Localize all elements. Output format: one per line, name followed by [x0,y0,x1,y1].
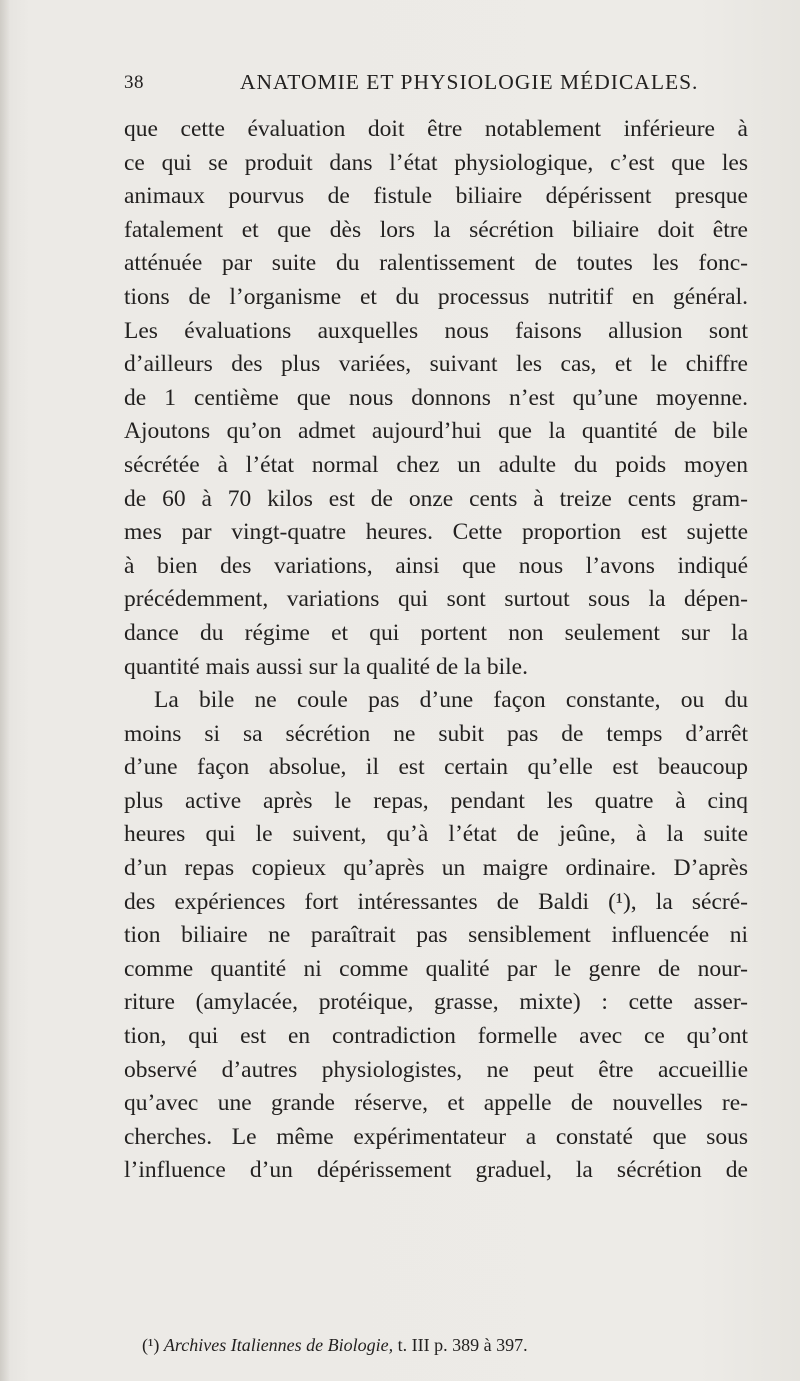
text-line: tions de l’organisme et du processus nutritif en général. [124,283,748,310]
text-line-paragraph-start: La bile ne coule pas d’une façon constante, ou du [154,687,748,714]
text-line: plus active après le repas, pendant les quatre à cinq [124,787,748,814]
footnote-mark: (¹) [142,1335,160,1355]
text-line: de 1 centième que nous donnons n’est qu’une moyenne. [124,384,748,411]
text-line: riture (amylacée, protéique, grasse, mixte) : cette asser- [124,989,748,1016]
footnote-source: Archives Italiennes de Biologie, [163,1335,394,1355]
text-line: fatalement et que dès lors la sécrétion biliaire doit être [124,216,748,243]
binding-edge-shadow [0,0,10,1381]
text-line: des expériences fort intéressantes de Baldi (¹), la sécré- [124,888,748,915]
text-line: précédemment, variations qui sont surtout sous la dépen- [124,586,748,613]
text-line: ce qui se produit dans l’état physiologique, c’est que les [124,149,748,176]
text-line: de 60 à 70 kilos est de onze cents à treize cents gram- [124,485,748,512]
text-line: tion, qui est en contradiction formelle avec ce qu’ont [124,1023,748,1050]
text-line: atténuée par suite du ralentissement de toutes les fonc- [124,250,748,277]
text-line: que cette évaluation doit être notablement inférieure à [124,116,748,142]
text-line: Les évaluations auxquelles nous faisons allusion sont [124,317,748,344]
text-line: animaux pourvus de fistule biliaire dépérissent presque [124,183,748,210]
text-line: l’influence d’un dépérissement graduel, la sécrétion de [124,1157,748,1184]
text-line: Ajoutons qu’on admet aujourd’hui que la quantité de bile [124,418,748,445]
text-line: mes par vingt-quatre heures. Cette proportion est sujette [124,519,748,546]
text-line: observé d’autres physiologistes, ne peut être accueillie [124,1056,748,1083]
page-number: 38 [124,72,144,93]
text-line: sécrétée à l’état normal chez un adulte du poids moyen [124,451,748,478]
text-line: heures qui le suivent, qu’à l’état de jeûne, à la suite [124,821,748,848]
body-text [124,113,748,1188]
text-line: cherches. Le même expérimentateur a constaté que sous [124,1123,748,1150]
page-header [0,70,800,104]
text-line: d’un repas copieux qu’après un maigre ordinaire. D’après [124,855,748,882]
footnote [142,1335,528,1356]
text-line: d’ailleurs des plus variées, suivant les cas, et le chiffre [124,351,748,378]
text-line: à bien des variations, ainsi que nous l’avons indiqué [124,552,748,579]
text-line: dance du régime et qui portent non seulement sur la [124,619,748,646]
text-line: d’une façon absolue, il est certain qu’elle est beaucoup [124,754,748,781]
text-line: comme quantité ni comme qualité par le genre de nour- [124,955,748,982]
text-line: moins si sa sécrétion ne subit pas de temps d’arrêt [124,720,748,747]
footnote-reference: t. III p. 389 à 397. [397,1335,528,1355]
text-line: qu’avec une grande réserve, et appelle de nouvelles re- [124,1090,748,1117]
running-head: ANATOMIE ET PHYSIOLOGIE MÉDICALES. [240,70,699,94]
text-line-paragraph-end: quantité mais aussi sur la qualité de la bile. [124,653,528,680]
text-line: tion biliaire ne paraîtrait pas sensiblement influencée ni [124,922,748,949]
